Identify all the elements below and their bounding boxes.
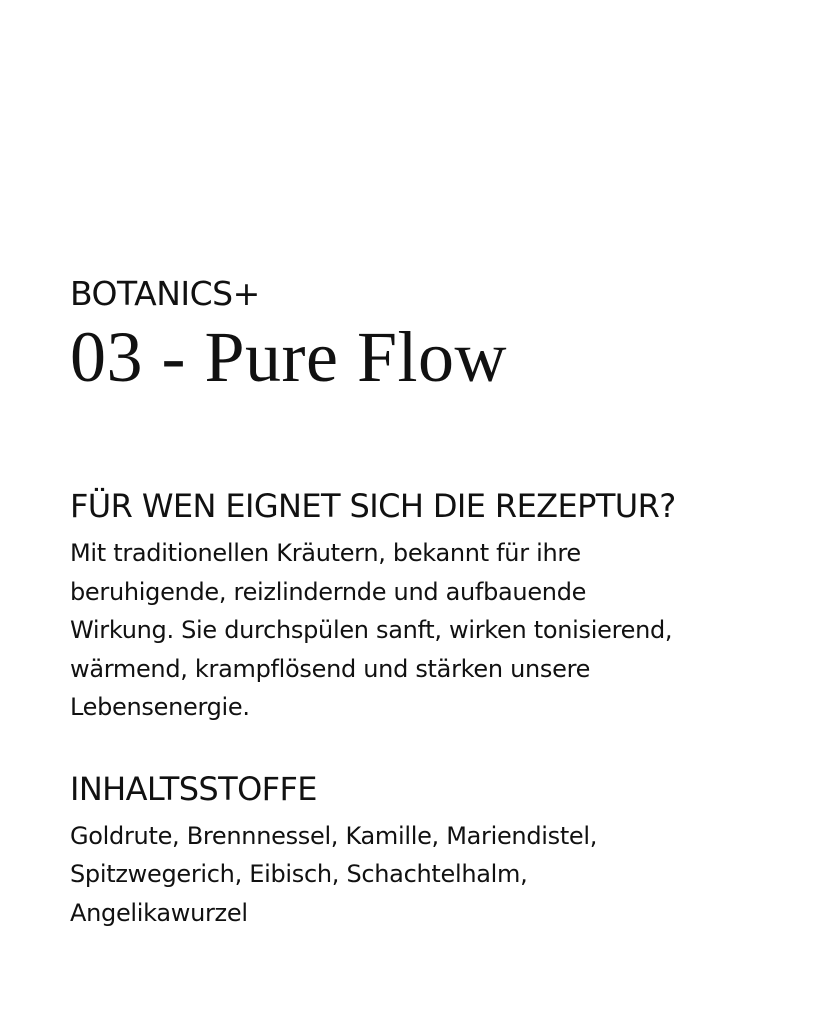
suitability-line: wärmend, krampflösend und stärken unsere: [70, 654, 591, 683]
ingredients-line: Spitzwegerich, Eibisch, Schachtelhalm,: [70, 860, 528, 888]
suitability-line: Wirkung. Sie durchspülen sanft, wirken tonisierend,: [70, 616, 673, 644]
ingredients-line: Goldrute, Brennnessel, Kamille, Mariendistel,: [70, 821, 598, 850]
ingredients-heading: INHALTSSTOFFE: [70, 769, 317, 808]
suitability-text: [70, 534, 730, 727]
suitability-line: beruhigende, reizlindernde und aufbauende: [70, 577, 587, 606]
ingredients-text: [70, 817, 730, 933]
brand-label: BOTANICS+: [70, 274, 260, 313]
suitability-line: Lebensenergie.: [70, 693, 250, 721]
product-title: 03 - Pure Flow: [70, 317, 507, 397]
suitability-line: Mit traditionellen Kräutern, bekannt für ihre: [70, 539, 581, 567]
product-info: [70, 272, 770, 932]
suitability-heading: FÜR WEN EIGNET SICH DIE REZEPTUR?: [70, 487, 676, 525]
ingredients-line: Angelikawurzel: [70, 898, 248, 927]
